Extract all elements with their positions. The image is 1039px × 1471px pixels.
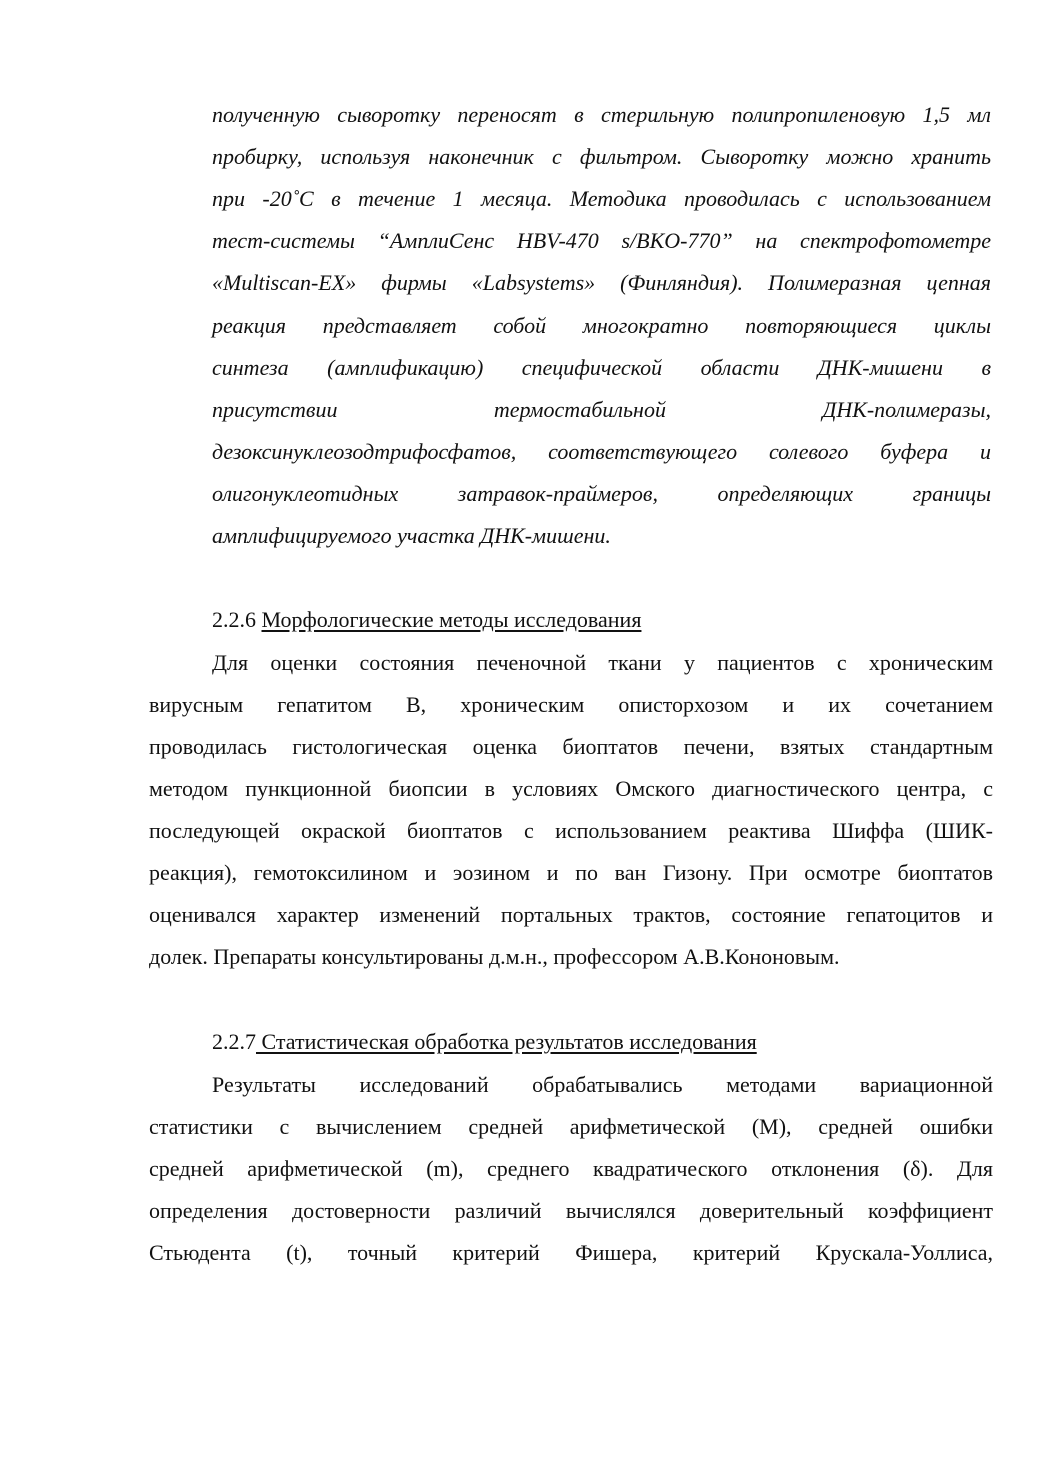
italic-line-10: олигонуклеотидных затравок-праймеров, определяющих границы [212, 481, 991, 506]
paragraph-226-line-3: проводилась гистологическая оценка биоптатов печени, взятых стандартным [149, 734, 993, 759]
paragraph-226-line-1: Для оценки состояния печеночной ткани у пациентов с хроническим [212, 650, 993, 675]
paragraph-226-line-2: вирусным гепатитом В, хроническим описторхозом и их сочетанием [149, 692, 993, 717]
italic-line-6: реакция представляет собой многократно повторяющиеся циклы [212, 313, 991, 338]
paragraph-227-line-2: статистики с вычислением средней арифметической (М), средней ошибки [149, 1114, 993, 1139]
italic-line-4: тест-системы “АмплиСенс HBV-470 s/BKO-770” на спектрофотометре [212, 228, 991, 253]
italic-line-5: «Multiscan-EX» фирмы «Labsystems» (Финляндия). Полимеразная цепная [212, 270, 991, 295]
section-title-226: Морфологические методы исследования [261, 607, 642, 632]
italic-line-2: пробирку, используя наконечник с фильтром. Сыворотку можно хранить [212, 144, 991, 169]
section-number-226: 2.2.6 [212, 607, 262, 632]
italic-line-3: при -20˚С в течение 1 месяца. Методика проводилась с использованием [212, 186, 991, 211]
paragraph-227-line-1: Результаты исследований обрабатывались методами вариационной [212, 1072, 993, 1097]
section-number-227: 2.2.7 [212, 1029, 256, 1054]
paragraph-226-line-6: реакция), гемотоксилином и эозином и по ван Гизону. При осмотре биоптатов [149, 860, 993, 885]
paragraph-226-line-7: оценивался характер изменений портальных трактов, состояние гепатоцитов и [149, 902, 993, 927]
italic-line-9: дезоксинуклеозодтрифосфатов, соответствующего солевого буфера и [212, 439, 991, 464]
paragraph-227-line-4: определения достоверности различий вычислялся доверительный коэффициент [149, 1198, 993, 1223]
paragraph-226-line-4: методом пункционной биопсии в условиях Омского диагностического центра, с [149, 776, 993, 801]
paragraph-226-line-8: долек. Препараты консультированы д.м.н., профессором А.В.Кононовым. [149, 944, 840, 969]
section-heading-226 [212, 605, 641, 635]
paragraph-227-line-5: Стьюдента (t), точный критерий Фишера, критерий Крускала-Уоллиса, [149, 1240, 993, 1265]
italic-line-8: присутствии термостабильной ДНК-полимеразы, [212, 397, 991, 422]
italic-line-7: синтеза (амплификацию) специфической области ДНК-мишени в [212, 355, 991, 380]
paragraph-226-line-5: последующей окраской биоптатов с использованием реактива Шиффа (ШИК- [149, 818, 993, 843]
section-heading-227 [212, 1027, 757, 1057]
italic-line-11: амплифицируемого участка ДНК-мишени. [212, 523, 611, 548]
paragraph-227-line-3: средней арифметической (m), среднего квадратического отклонения (δ). Для [149, 1156, 993, 1181]
italic-line-1: полученную сыворотку переносят в стерильную полипропиленовую 1,5 мл [212, 102, 991, 127]
section-title-227: Статистическая обработка результатов исследования [256, 1029, 757, 1054]
